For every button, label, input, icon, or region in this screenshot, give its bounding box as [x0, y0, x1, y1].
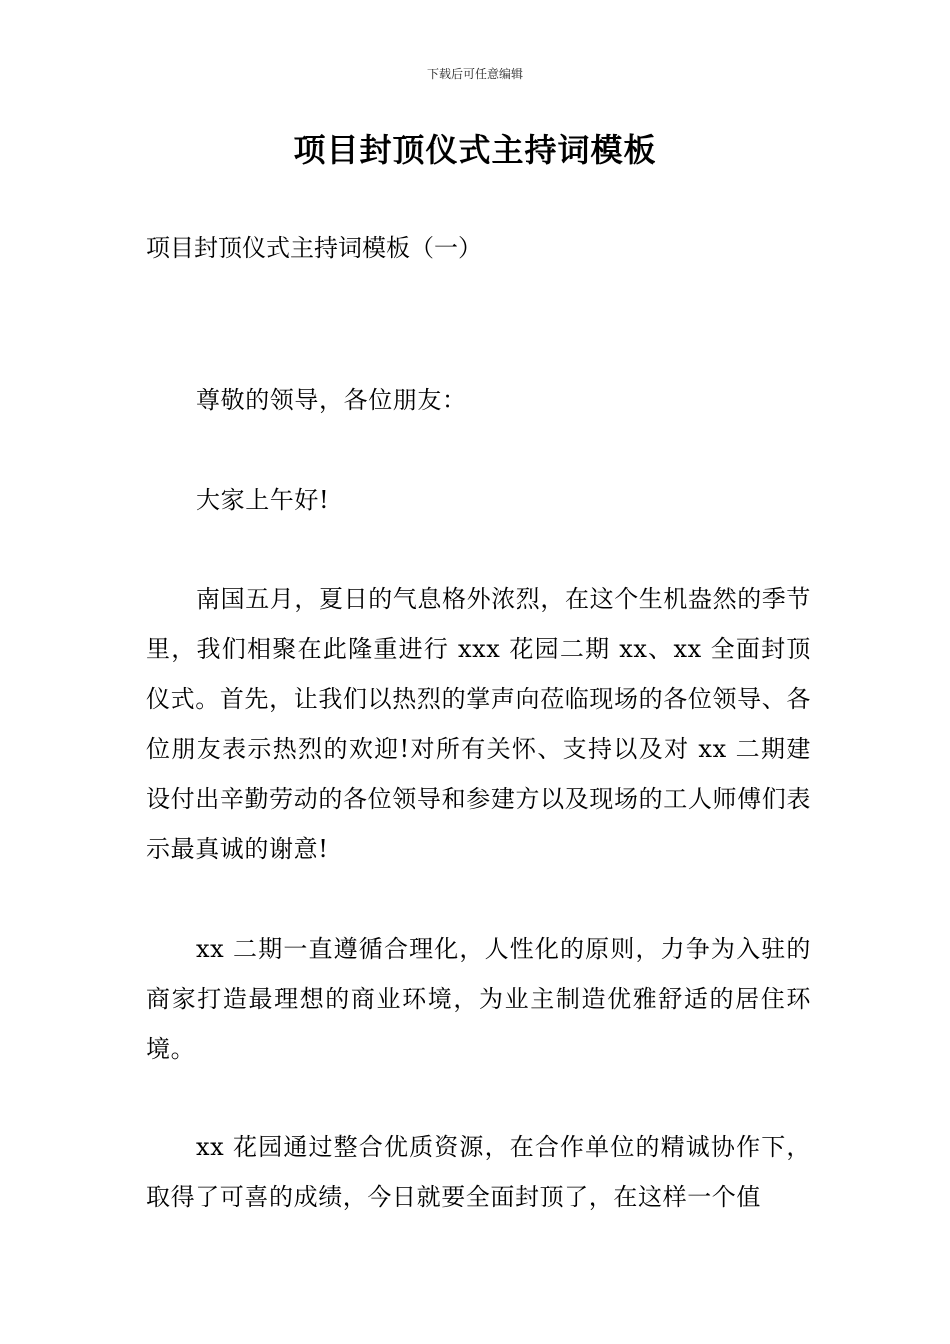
document-title: 项目封顶仪式主持词模板: [293, 131, 657, 169]
paragraph-principles: xx 二期一直遵循合理化，人性化的原则，力争为入驻的商家打造最理想的商业环境，为业主制造优雅舒适的居住环境。: [146, 935, 811, 1063]
paragraph-greeting: 尊敬的领导，各位朋友：: [196, 386, 467, 414]
paragraph-achievements: xx 花园通过整合优质资源，在合作单位的精诚协作下，取得了可喜的成绩，今日就要全面封顶了，在这样一个值: [146, 1133, 811, 1211]
header-note: 下载后可任意编辑: [426, 67, 523, 81]
paragraph-good-morning: 大家上午好!: [196, 486, 330, 514]
section-subtitle: 项目封顶仪式主持词模板（一）: [146, 234, 482, 262]
paragraph-opening: 南国五月，夏日的气息格外浓烈，在这个生机盎然的季节里，我们相聚在此隆重进行 xxx 花园二期 xx、xx 全面封顶仪式。首先，让我们以热烈的掌声向莅临现场的各位领导、各位朋友表示热烈的欢迎!对所有关怀、支持以及对 xx 二期建设付出辛勤劳动的各位领导和参建方以及现场的工人师傅们表示最真诚的谢意!: [146, 585, 811, 863]
